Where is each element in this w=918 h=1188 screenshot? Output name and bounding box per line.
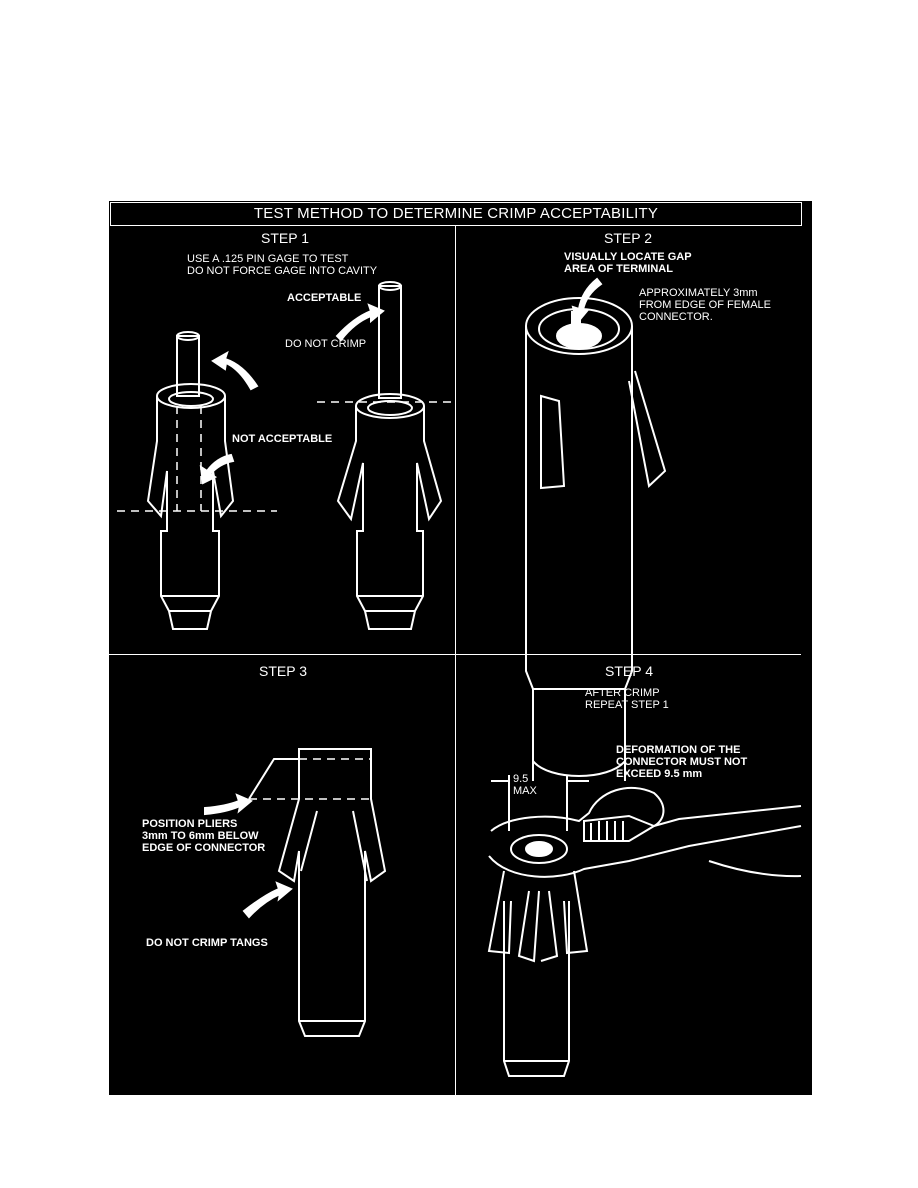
deform-callout-line-1: DEFORMATION OF THE bbox=[616, 744, 741, 756]
step-4-label: STEP 4 bbox=[605, 663, 653, 679]
step-3-label: STEP 3 bbox=[259, 663, 307, 679]
acceptable-label: ACCEPTABLE bbox=[287, 292, 362, 304]
step-1-instruction-2: DO NOT FORCE GAGE INTO CAVITY bbox=[187, 265, 378, 277]
not-acceptable-label: NOT ACCEPTABLE bbox=[232, 433, 333, 445]
approx-callout-line-3: CONNECTOR. bbox=[639, 311, 713, 323]
gap-callout-line-2: AREA OF TERMINAL bbox=[564, 263, 673, 275]
step-4-instruction-1: AFTER CRIMP bbox=[585, 687, 660, 699]
step-4-illustration bbox=[109, 201, 801, 1095]
approx-callout-line-2: FROM EDGE OF FEMALE bbox=[639, 299, 772, 311]
step-4-connector-drawing bbox=[489, 871, 587, 1076]
pliers-callout-line-3: EDGE OF CONNECTOR bbox=[142, 842, 266, 854]
dimension-unit: MAX bbox=[513, 785, 537, 797]
crimp-test-figure bbox=[109, 201, 812, 1095]
pliers-callout-line-1: POSITION PLIERS bbox=[142, 818, 238, 830]
step-1-instruction-1: USE A .125 PIN GAGE TO TEST bbox=[187, 253, 349, 265]
step-1-label: STEP 1 bbox=[261, 230, 309, 246]
step-4-instruction-2: REPEAT STEP 1 bbox=[585, 699, 669, 711]
gap-callout-line-1: VISUALLY LOCATE GAP bbox=[564, 251, 692, 263]
tangs-callout: DO NOT CRIMP TANGS bbox=[146, 937, 268, 949]
pliers-drawing bbox=[489, 788, 801, 877]
step-2-label: STEP 2 bbox=[604, 230, 652, 246]
pliers-callout-line-2: 3mm TO 6mm BELOW bbox=[142, 830, 259, 842]
deform-callout-line-2: CONNECTOR MUST NOT bbox=[616, 756, 748, 768]
dimension-value: 9.5 bbox=[513, 773, 529, 785]
figure-title: TEST METHOD TO DETERMINE CRIMP ACCEPTABILITY bbox=[110, 202, 802, 226]
deform-callout-line-3: EXCEED 9.5 mm bbox=[616, 768, 703, 780]
approx-callout-line-1: APPROXIMATELY 3mm bbox=[639, 287, 758, 299]
do-not-crimp-label: DO NOT CRIMP bbox=[285, 338, 367, 350]
